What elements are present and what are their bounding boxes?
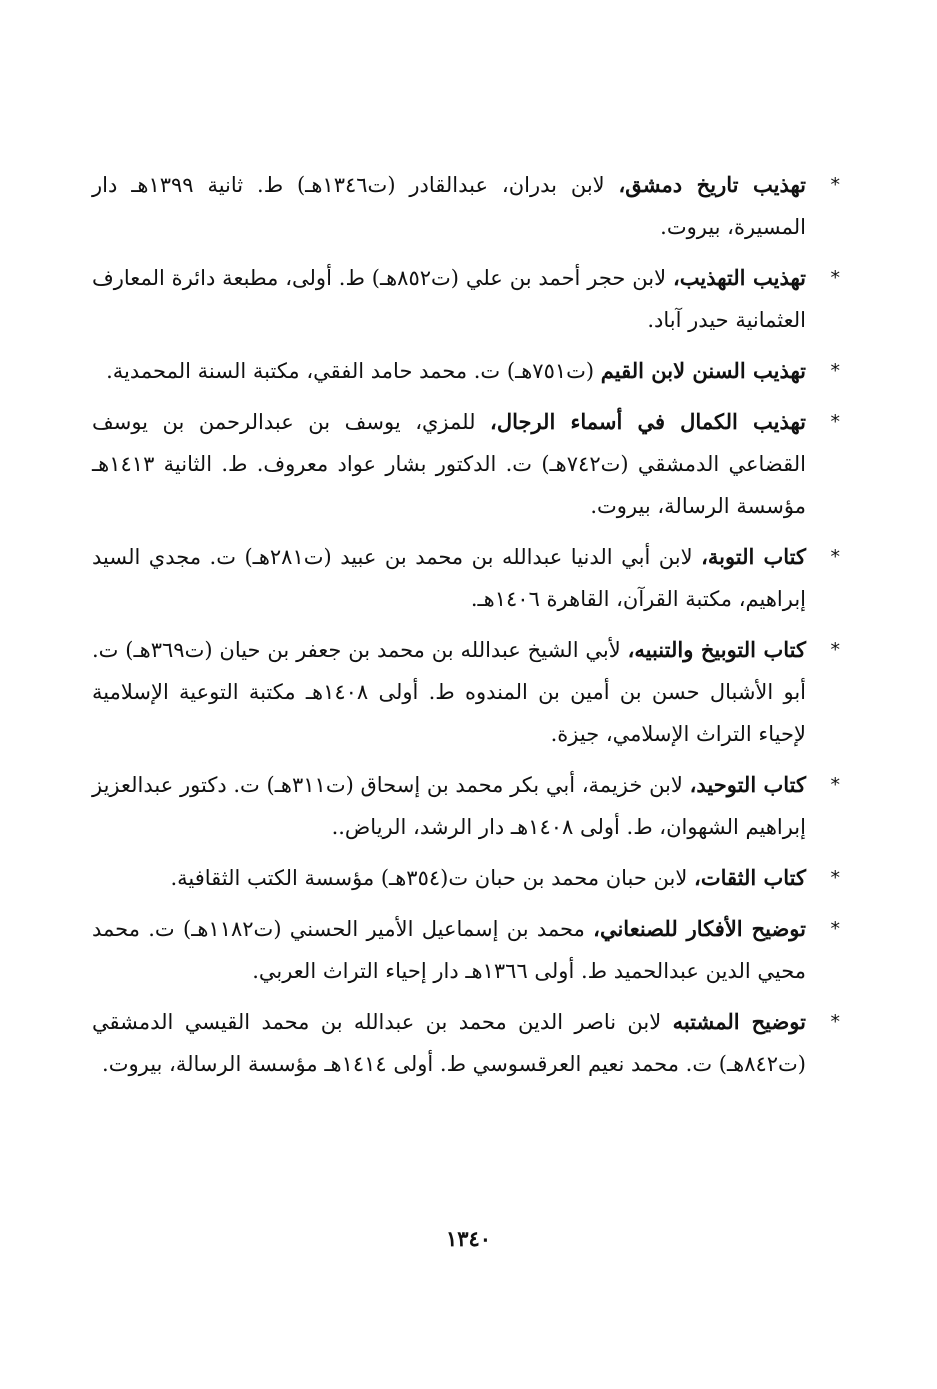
asterisk-icon: *	[830, 1011, 840, 1033]
asterisk-icon: *	[830, 639, 840, 661]
entry-title: تهذيب الكمال في أسماء الرجال،	[490, 409, 806, 434]
entry-title: تهذيب تاريخ دمشق،	[618, 172, 806, 197]
entry-text: لابن ناصر الدين محمد بن عبدالله بن محمد القيسي الدمشقي (ت٨٤٢هـ) ت. محمد نعيم العرقسوسي ط. أولى ١٤١٤هـ مؤسسة الرسالة، بيروت.	[92, 1010, 806, 1076]
asterisk-icon: *	[830, 546, 840, 568]
entry-text: لابن أبي الدنيا عبدالله بن محمد بن عبيد (ت٢٨١هـ) ت. مجدي السيد إبراهيم، مكتبة القرآن، القاهرة ١٤٠٦هـ.	[92, 545, 806, 611]
entry-text: محمد بن إسماعيل الأمير الحسني (ت١١٨٢هـ) ت. محمد محيي الدين عبدالحميد ط. أولى ١٣٦٦هـ دار إحياء التراث العربي.	[92, 917, 806, 983]
entry-title: كتاب التوبة،	[701, 544, 806, 569]
asterisk-icon: *	[830, 360, 840, 382]
entry-text: (ت٧٥١هـ) ت. محمد حامد الفقي، مكتبة السنة المحمدية.	[106, 359, 601, 383]
entry-title: توضيح الأفكار للصنعاني،	[593, 916, 806, 941]
entry-text: لأبي الشيخ عبدالله بن محمد بن جعفر بن حيان (ت٣٦٩هـ) ت. أبو الأشبال حسن بن أمين بن المندوه ط. أولى ١٤٠٨هـ مكتبة التوعية الإسلامية لإحياء التراث الإسلامي، جيزة.	[92, 638, 807, 746]
entry-title: كتاب الثقات،	[694, 865, 806, 890]
bibliography-entry	[92, 629, 844, 755]
bibliography-entry	[92, 857, 844, 899]
bibliography-entry	[92, 764, 844, 848]
bibliography-entry	[92, 164, 844, 248]
entry-title: كتاب التوبيخ والتنبيه،	[627, 637, 807, 662]
entry-title: كتاب التوحيد،	[689, 772, 807, 797]
bibliography-entry	[92, 536, 844, 620]
bibliography-entry	[92, 908, 844, 992]
entry-title: توضيح المشتبه	[672, 1009, 806, 1034]
asterisk-icon: *	[830, 867, 840, 889]
asterisk-icon: *	[830, 411, 840, 433]
asterisk-icon: *	[830, 174, 840, 196]
entry-text: لابن حجر أحمد بن علي (ت٨٥٢هـ) ط. أولى، مطبعة دائرة المعارف العثمانية حيدر آباد.	[92, 266, 806, 332]
asterisk-icon: *	[830, 267, 840, 289]
bibliography-entry	[92, 257, 844, 341]
entry-text: لابن حبان محمد بن حبان ت(٣٥٤هـ) مؤسسة الكتب الثقافية.	[170, 866, 695, 890]
bibliography-entry	[92, 1001, 844, 1085]
bibliography-entry	[92, 350, 844, 392]
entry-title: تهذيب السنن لابن القيم	[600, 358, 806, 383]
page-number: ١٣٤٠	[445, 1226, 492, 1251]
bibliography-entry	[92, 401, 844, 527]
entry-text: لابن خزيمة، أبي بكر محمد بن إسحاق (ت٣١١هـ) ت. دكتور عبدالعزيز إبراهيم الشهوان، ط. أولى ١٤٠٨هـ دار الرشد، الرياض..	[92, 773, 806, 839]
entry-title: تهذيب التهذيب،	[672, 265, 806, 290]
bibliography-list	[92, 164, 844, 1094]
entry-text: لابن بدران، عبدالقادر (ت١٣٤٦هـ) ط. ثانية ١٣٩٩هـ دار المسيرة، بيروت.	[92, 173, 806, 239]
entry-text: للمزي، يوسف بن عبدالرحمن بن يوسف القضاعي الدمشقي (ت٧٤٢هـ) ت. الدكتور بشار عواد معروف. ط. الثانية ١٤١٣هـ مؤسسة الرسالة، بيروت.	[92, 410, 806, 518]
asterisk-icon: *	[830, 774, 840, 796]
asterisk-icon: *	[830, 918, 840, 940]
